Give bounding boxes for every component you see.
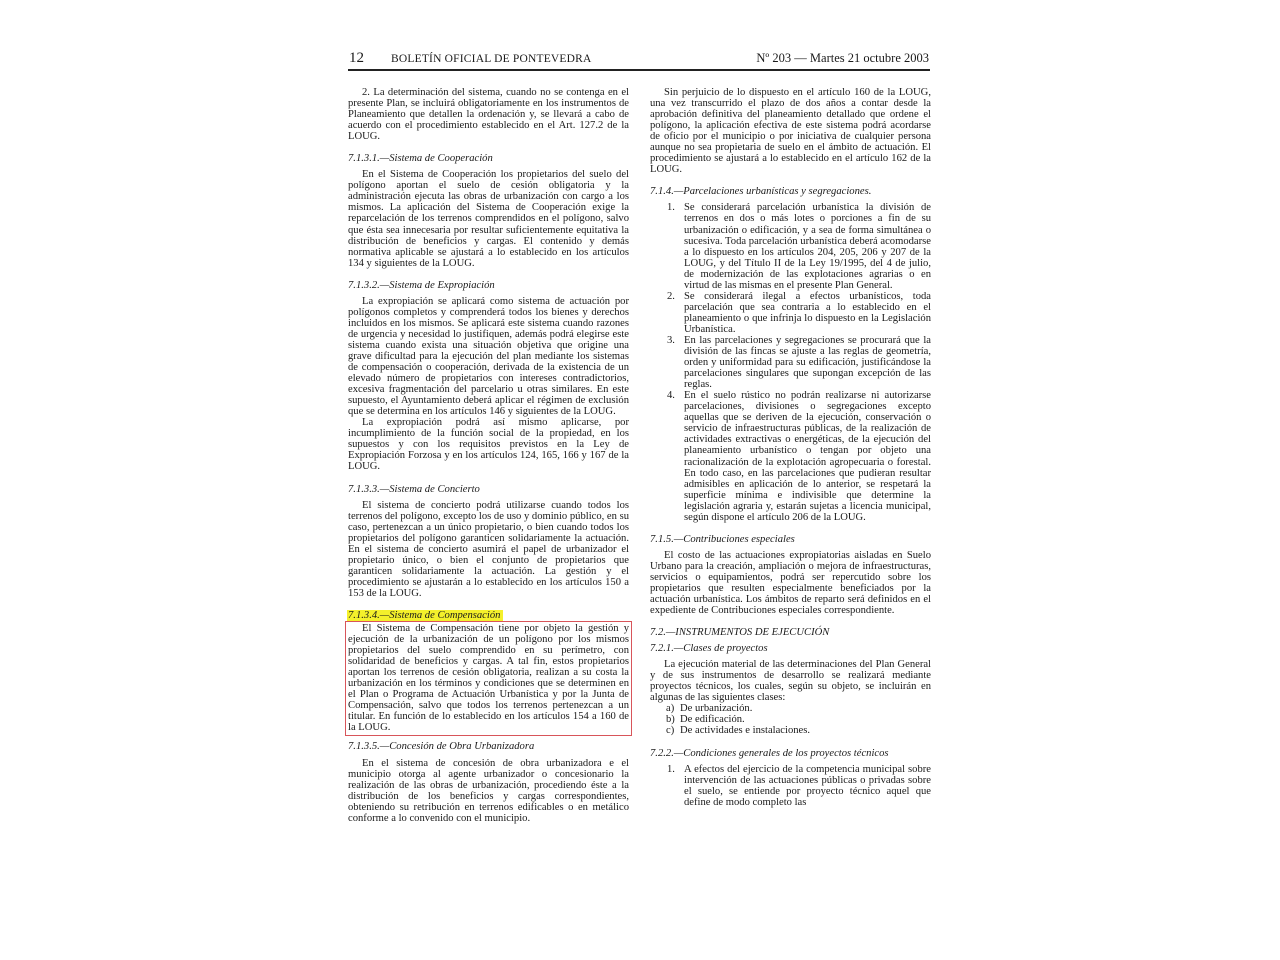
paragraph-compensacion: El Sistema de Compensación tiene por objeto la gestión y ejecución de la urbanización de un polígono por los mismos propietarios del suelo comprendido en su perímetro, con solidaridad de beneficios y cargas. A tal fin, estos propietarios aportan los terrenos de cesión obligatoria, realizan a su costa la urbanización en los términos y condiciones que se determinen en el Plan o Programa de Actuación Urbanística y por la Junta de Compensación, salvo que todos los terrenos pertenezcan a un titular. En función de lo establecido en los artículos 154 a 160 de la LOUG.	[348, 623, 629, 734]
heading-clases: 7.2.1.—Clases de proyectos	[650, 643, 768, 655]
list-item: 1. Se considerará parcelación urbanística la división de terrenos en dos o más lotes o porciones a fin de su urbanización o edificación, y a sea de forma simultánea o sucesiva. Toda parcelación urbanística deberá acomodarse a lo dispuesto en los artículos 204, 205, 206 y 207 de la LOUG, y del Título II de la Ley 19/1995, del 4 de julio, de modernización de las explotaciones agrarias o en virtud de las mismas en el presente Plan General.	[667, 202, 931, 291]
paragraph-concesion: En el sistema de concesión de obra urbanizadora e el municipio otorga al agente urbanizador o concesionario la realización de las obras de urbanización, procediendo éste a la distribución de los beneficios y cargas correspondientes, obteniendo su retribución en terrenos edificables o en metálico conforme a lo convenido con el municipio.	[348, 757, 629, 824]
header-rule	[348, 69, 930, 71]
parcelaciones-list	[650, 202, 931, 522]
list-item: c) De actividades e instalaciones.	[666, 725, 811, 737]
condiciones-list	[650, 764, 931, 808]
right-column	[650, 87, 931, 808]
list-item: 4. En el suelo rústico no podrán realizarse ni autorizarse parcelaciones, divisiones o segregaciones excepto aquellas que se deriven de la ejecución, conservación o servicio de infraestructuras públicas, de la realización de actividades extractivas o energéticas, de la ejecución del planeamiento urbanístico o tengan por objeto una racionalización de la explotación agropecuaria o forestal. En todo caso, en las parcelaciones que pudieran resultar admisibles en aplicación de lo anterior, se respetará la superficie mínima e indivisible que determine la legislación agraria y, estarán sujetas a licencia municipal, según dispone el artículo 206 de la LOUG.	[667, 390, 931, 523]
issue-date: Nº 203 — Martes 21 octubre 2003	[756, 51, 929, 65]
compensacion-box	[345, 621, 632, 736]
heading-cooperacion: 7.1.3.1.—Sistema de Cooperación	[348, 153, 493, 165]
heading-compensacion-highlighted: 7.1.3.4.—Sistema de Compensación	[347, 610, 503, 621]
paragraph-concierto: El sistema de concierto podrá utilizarse cuando todos los terrenos del polígono, excepto los de uso y dominio público, en su caso, pertenezcan a un único propietario, o bien cuando todos los propietarios del polígono garanticen solidariamente la actuación. En el sistema de concierto asumirá el papel de urbanizador el propietario único, o bien el conjunto de propietarios que garanticen solidariamente la actuación. La gestión y el procedimiento se ajustarán a lo establecido en los artículos 150 a 153 de la LOUG.	[348, 499, 629, 599]
heading-condiciones: 7.2.2.—Condiciones generales de los proyectos técnicos	[650, 747, 889, 759]
list-item: 2. Se considerará ilegal a efectos urbanísticos, toda parcelación que sea contraria a lo establecido en el planeamiento o que infrinja lo dispuesto en la Legislación Urbanística.	[667, 290, 931, 335]
heading-contribuciones: 7.1.5.—Contribuciones especiales	[650, 533, 795, 545]
paragraph-expropiacion-2: La expropiación podrá así mismo aplicarse, por incumplimiento de la función social de la propiedad, en los supuestos y con los requisitos previstos en la Ley de Expropiación Forzosa y en los artículos 124, 165, 166 y 167 de la LOUG.	[348, 417, 629, 473]
paragraph-clases: La ejecución material de las determinaciones del Plan General y de sus instrumentos de desarrollo se realizará mediante proyectos técnicos, los cuales, según su objeto, se incluirán en algunas de las siguientes clases:	[650, 659, 931, 704]
paragraph-expropiacion-1: La expropiación se aplicará como sistema de actuación por polígonos completos y comprenderá todos los bienes y derechos incluidos en los mismos. Se aplicará este sistema cuando razones de urgencia y necesidad lo justifiquen, además podrá elegirse este sistema cuando exista una situación objetiva que origine una grave dificultad para la ejecución del plan mediante los sistemas de compensación o cooperación, derivada de la existencia de un elevado número de propietarios con intereses contradictorios, excesiva fragmentación del parcelario u otras similares. En este supuesto, el Ayuntamiento deberá aplicar el régimen de exclusión que se determina en los artículos 146 y siguientes de la LOUG.	[348, 295, 629, 418]
paragraph-determinacion: 2. La determinación del sistema, cuando no se contenga en el presente Plan, se incluirá obligatoriamente en los instrumentos de Planeamiento que detallen la ordenación y, se llevará a cabo de acuerdo con el procedimiento establecido en el Art. 127.2 de la LOUG.	[348, 87, 629, 143]
publication-title: BOLETÍN OFICIAL DE PONTEVEDRA	[391, 53, 592, 65]
list-item: 1. A efectos del ejercicio de la competencia municipal sobre intervención de las actuaciones públicas o privadas sobre el suelo, se entiende por proyecto técnico aquel que define de modo completo las	[667, 763, 931, 808]
left-column	[348, 87, 629, 824]
clases-list	[650, 703, 931, 736]
list-item: b) De edificación.	[666, 714, 745, 726]
paragraph-contribuciones: El costo de las actuaciones expropiatorias aisladas en Suelo Urbano para la creación, ampliación o mejora de infraestructuras, servicios o equipamientos, podrá ser repercutido sobre los propietarios que resulten especialmente beneficiados por la actuación urbanística. Los ámbitos de reparto será definidos en el expediente de Contribuciones especiales correspondiente.	[650, 549, 931, 617]
heading-parcelaciones: 7.1.4.—Parcelaciones urbanísticas y segregaciones.	[650, 186, 872, 198]
heading-concesion: 7.1.3.5.—Concesión de Obra Urbanizadora	[348, 741, 535, 753]
paragraph-sin-perjuicio: Sin perjuicio de lo dispuesto en el artículo 160 de la LOUG, una vez transcurrido el plazo de dos años a contar desde la aprobación definitiva del planeamiento detallado que ordene el polígono, la aplicación efectiva de este sistema podrá acordarse de oficio por el municipio o por iniciativa de cualquier persona aunque no sea propietaria de suelo en el ámbito de actuación. El procedimiento se ajustará a lo establecido en el artículo 162 de la LOUG.	[650, 87, 931, 176]
paragraph-cooperacion: En el Sistema de Cooperación los propietarios del suelo del polígono aportan el suelo de cesión obligatoria y la administración ejecuta las obras de urbanización con cargo a los mismos. La aplicación del Sistema de Cooperación exige la reparcelación de los terrenos comprendidos en el polígono, salvo que ésta sea innecesaria por resultar suficientemente equitativa la distribución de beneficios y cargas. El contenido y demás normativa aplicable se ajustará a lo establecido en los artículos 134 y siguientes de la LOUG.	[348, 169, 629, 269]
list-item: 3. En las parcelaciones y segregaciones se procurará que la división de las fincas se ajuste a las reglas de geometría, orden y uniformidad para su edificación, justificándose la parcelaciones singulares que supongan excepción de las reglas.	[667, 334, 931, 391]
heading-instrumentos: 7.2.—INSTRUMENTOS DE EJECUCIÓN	[650, 627, 830, 639]
page-number: 12	[349, 50, 364, 66]
heading-expropiacion: 7.1.3.2.—Sistema de Expropiación	[348, 279, 495, 291]
heading-concierto: 7.1.3.3.—Sistema de Concierto	[348, 483, 480, 495]
list-item: a) De urbanización.	[666, 703, 753, 715]
